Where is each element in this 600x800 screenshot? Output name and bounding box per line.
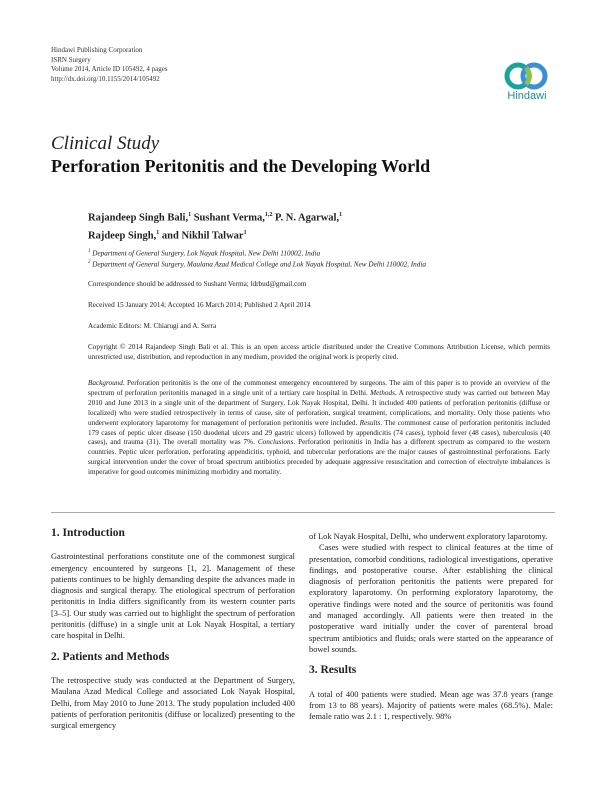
abstract-results: . The commonest cause of perforation peritonitis included 179 cases of peptic ulcer disease (150 duodenal ulcers and 29 gastric ulcers) followed by appendicitis (74 cases), typhoid fever (48 cases), tuberculosis (40 cases), and trauma (31). The overall mortality was 7%. — [88, 418, 550, 447]
publisher-name: Hindawi Publishing Corporation — [51, 46, 143, 54]
abstract-methods: . A retrospective study was carried out between May 2010 and June 2013 in a single unit of the department of Surgery, Lok Nayak Hospital, Delhi. It included 400 patients of perforation peritonitis (diffuse or localized) who were studied retrospectively in terms of cause, site of perforation, surgical treatment, complications, and mortality. Only those patients who underwent exploratory laparotomy for management of perforation peritonitis were included. — [88, 388, 550, 427]
methods-continued-text: of Lok Nayak Hospital, Delhi, who underwent exploratory laparotomy. — [309, 532, 548, 541]
methods-text: The retrospective study was conducted at the Department of Surgery, Maulana Azad Medical College and associated Lok Nayak Hospital, Delhi, from May 2010 to June 2013. The study population included 400 patients of perforation peritonitis (diffuse or localized) presenting to the surgical emergency — [51, 675, 295, 731]
article-type: Clinical Study — [51, 133, 160, 154]
section-divider — [51, 512, 555, 513]
methods-cases-text: Cases were studied with respect to clinical features at the time of presentation, comorbid conditions, radiological investigations, operative findings, and postoperative course. After establishing the clinical diagnosis of perforation peritonitis the patients were prepared for exploratory laparotomy. On performing exploratory laparotomy, the operative findings were noted and the source of peritonitis was found and managed accordingly. All patients were then treated in the postoperative ward initially under the cover of parenteral broad spectrum antibiotics and fluids; orals were started on the appearance of bowel sounds. — [309, 543, 553, 654]
abstract-background: . Perforation peritonitis is the one of the commonest emergency encountered by surgeons. The aim of this paper is to provide an overview of the spectrum of perforation peritonitis managed in a single unit of a tertiary care hospital in Delhi. — [88, 379, 550, 397]
author-name[interactable]: and Nikhil Talwar — [159, 230, 244, 241]
author-affiliation-mark: 1,2 — [264, 212, 273, 218]
abstract-conclusions-label: Conclusions — [257, 438, 294, 447]
correspondence: Correspondence should be addressed to Sushant Verma; ldrbud@gmail.com — [88, 280, 307, 288]
author-name[interactable]: Rajandeep Singh Bali, — [88, 212, 189, 224]
publication-dates: Received 15 January 2014; Accepted 16 March 2014; Published 2 April 2014 — [88, 301, 311, 309]
abstract-results-label: Results — [359, 418, 381, 427]
copyright-notice: Copyright © 2014 Rajandeep Singh Bali et al. This is an open access article distributed under the Creative Commons Attribution License, which permits unrestricted use, distribution, and reproduction in any medium, provided the original work is properly cited. — [88, 343, 550, 361]
author-affiliation-mark: 1 — [156, 229, 160, 236]
author-name[interactable]: Rajdeep Singh, — [88, 230, 157, 241]
introduction-heading: 1. Introduction — [51, 527, 125, 539]
article-title: Perforation Peritonitis and the Developing World — [51, 156, 431, 176]
abstract-conclusions: . Perforation peritonitis in India has a different spectrum as compared to the western countries. Peptic ulcer perforation, perforating appendicitis, typhoid, and tubercular perforations are the major causes of gastrointestinal perforations. Early surgical intervention under the cover of broad spectrum antibiotics preceded by adequate aggressive resuscitation and correction of electrolyte imbalances is imperative for good outcomes minimizing morbidity and mortality. — [88, 438, 550, 477]
author-name[interactable]: Sushant Verma, — [191, 212, 265, 224]
methods-heading: 2. Patients and Methods — [51, 650, 170, 663]
author-affiliation-mark: 1 — [339, 212, 343, 218]
results-heading: 3. Results — [309, 664, 357, 677]
author-name[interactable]: P. N. Agarwal, — [272, 212, 340, 224]
affiliations — [88, 247, 550, 270]
author-list — [88, 208, 528, 243]
volume-info: Volume 2014, Article ID 105492, 4 pages — [51, 65, 168, 74]
hindawi-logo-text: Hindawi — [507, 90, 547, 102]
abstract-methods-label: Methods — [370, 388, 395, 397]
journal-header — [51, 46, 168, 84]
abstract-background-label: Background — [88, 379, 123, 387]
academic-editors: Academic Editors: M. Chiarugi and A. Serra — [88, 322, 217, 330]
affiliation-line: $^2$ Department of General Surgery, Maulana Azad Medical College and Lok Nayak Hospital, New Delhi 110002, India — [88, 260, 426, 269]
results-text: A total of 400 patients were studied. Mean age was 37.8 years (range from 13 to 88 years). Majority of patients were males (68.5%). Male: female ratio was 2.1 : 1, respectively. 98% — [309, 689, 553, 722]
abstract — [88, 379, 550, 478]
doi-link[interactable]: http://dx.doi.org/10.1155/2014/105492 — [51, 74, 160, 83]
affiliation-line: $^1$ Department of General Surgery, Lok Nayak Hospital, New Delhi 110002, India — [88, 249, 321, 258]
author-affiliation-mark: 1 — [243, 229, 247, 236]
introduction-text: Gastrointestinal perforations constitute one of the commonest surgical emergency encountered by surgeons [1, 2]. Management of these patients continues to be highly demanding despite the advances made in diagnosis and surgical therapy. The etiological spectrum of perforation peritonitis in India differs significantly from its western counter parts [3–5]. Our study was carried out to highlight the spectrum of perforation peritonitis (diffuse) in a single unit at Lok Nayak Hospital, a tertiary care hospital in Delhi. — [51, 552, 295, 641]
left-column — [51, 528, 295, 731]
author-affiliation-mark: 1 — [188, 212, 192, 218]
right-column — [309, 531, 553, 722]
journal-name: ISRN Surgery — [51, 55, 91, 64]
